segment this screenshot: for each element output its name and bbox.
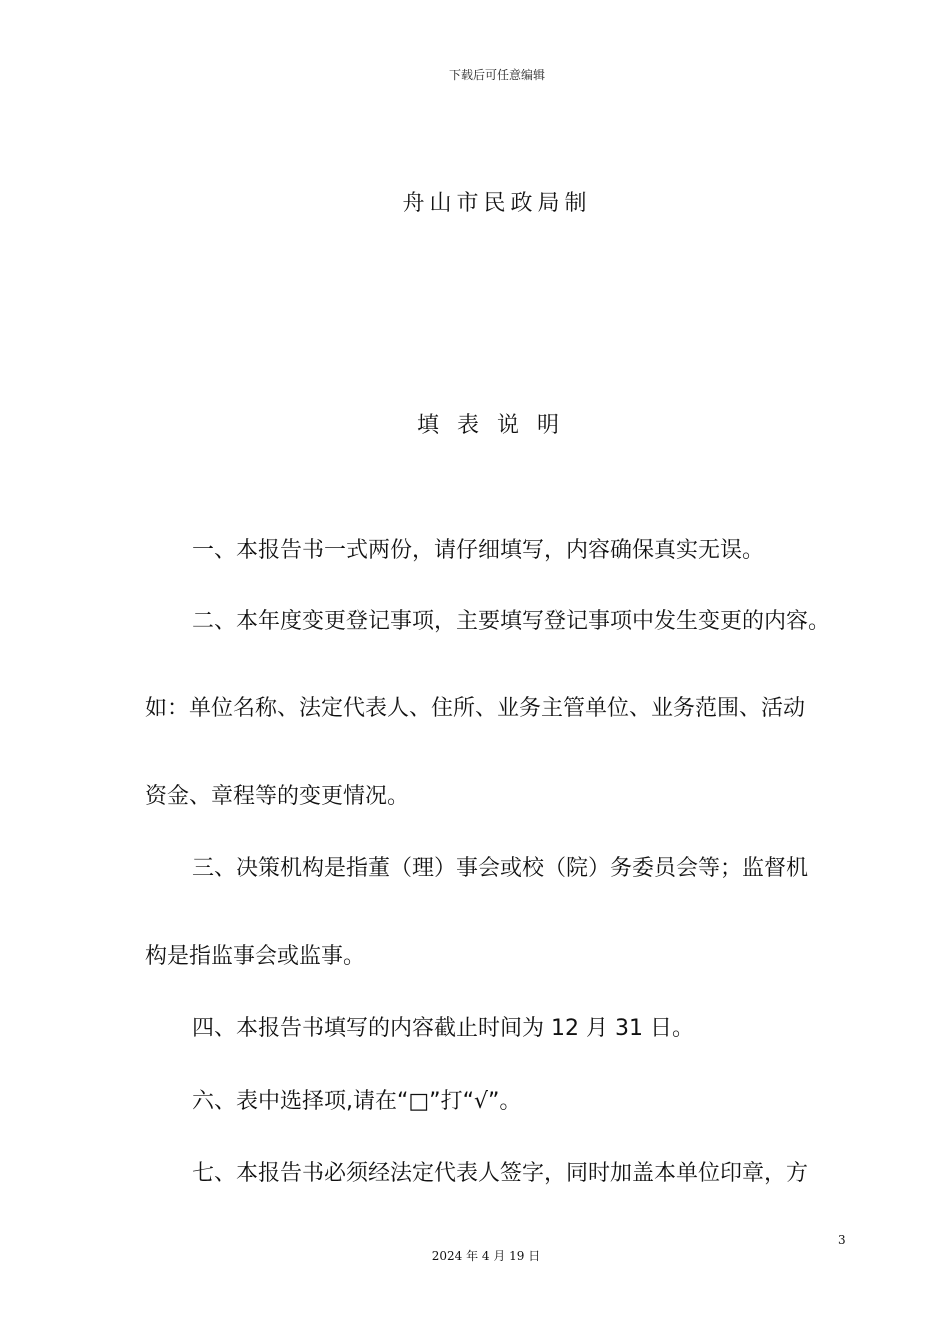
instruction-line-3: 如：单位名称、法定代表人、住所、业务主管单位、业务范围、活动 <box>145 696 806 721</box>
instruction-line-8: 六、表中选择项,请在“□”打“√”。 <box>192 1089 522 1114</box>
instruction-line-5: 三、决策机构是指董（理）事会或校（院）务委员会等；监督机 <box>192 856 809 881</box>
header-note: 下载后可任意编辑 <box>448 68 545 82</box>
instruction-line-2: 二、本年度变更登记事项，主要填写登记事项中发生变更的内容。 <box>192 609 831 634</box>
instruction-line-1: 一、本报告书一式两份，请仔细填写，内容确保真实无误。 <box>192 538 765 563</box>
page-number: 3 <box>838 1233 846 1247</box>
footer-date: 2024 年 4 月 19 日 <box>431 1249 541 1263</box>
issuer-line: 舟山市民政局制 <box>402 191 592 216</box>
instruction-line-4: 资金、章程等的变更情况。 <box>145 784 410 809</box>
instruction-line-6: 构是指监事会或监事。 <box>145 944 366 969</box>
instruction-line-9: 七、本报告书必须经法定代表人签字，同时加盖本单位印章，方 <box>192 1161 809 1186</box>
instructions-title: 填表说明 <box>416 413 577 438</box>
instruction-line-7: 四、本报告书填写的内容截止时间为 12 月 31 日。 <box>192 1016 694 1041</box>
